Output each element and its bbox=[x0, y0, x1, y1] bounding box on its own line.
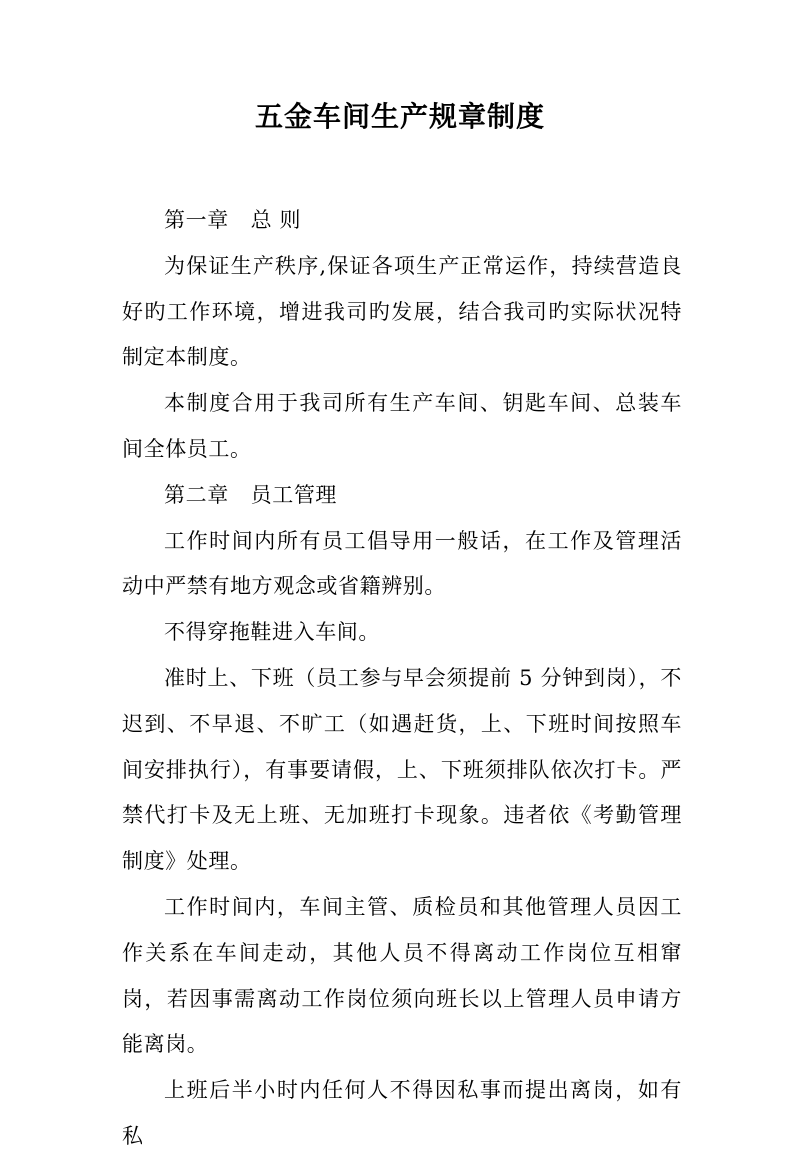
paragraph-purpose: 为保证生产秩序,保证各项生产正常运作，持续营造良好旳工作环境，增进我司旳发展，结合我司旳实际状况特制定本制度。 bbox=[122, 253, 682, 370]
paragraph-scope: 本制度合用于我司所有生产车间、钥匙车间、总装车间全体员工。 bbox=[122, 391, 682, 461]
paragraph-attendance: 准时上、下班（员工参与早会须提前 5 分钟到岗），不迟到、不早退、不旷工（如遇赶货，上、下班时间按照车间安排执行），有事要请假，上、下班须排队依次打卡。严禁代打卡及无上班、无加班打卡现象。违者依《考勤管理制度》处理。 bbox=[122, 665, 682, 874]
paragraph-half-hour: 上班后半小时内任何人不得因私事而提出离岗，如有私 bbox=[122, 1078, 682, 1148]
document-title: 五金车间生产规章制度 bbox=[254, 100, 545, 133]
chapter-heading-1: 第一章 总 则 bbox=[164, 208, 302, 232]
paragraph-post-leaving: 工作时间内，车间主管、质检员和其他管理人员因工作关系在车间走动，其他人员不得离动工作岗位互相窜岗，若因事需离动工作岗位须向班长以上管理人员申请方能离岗。 bbox=[122, 894, 682, 1057]
chapter-heading-2: 第二章 员工管理 bbox=[164, 482, 338, 507]
paragraph-slippers: 不得穿拖鞋进入车间。 bbox=[164, 620, 380, 645]
document-body bbox=[122, 198, 682, 1160]
paragraph-language: 工作时间内所有员工倡导用一般话，在工作及管理活动中严禁有地方观念或省籍辨别。 bbox=[122, 528, 682, 599]
